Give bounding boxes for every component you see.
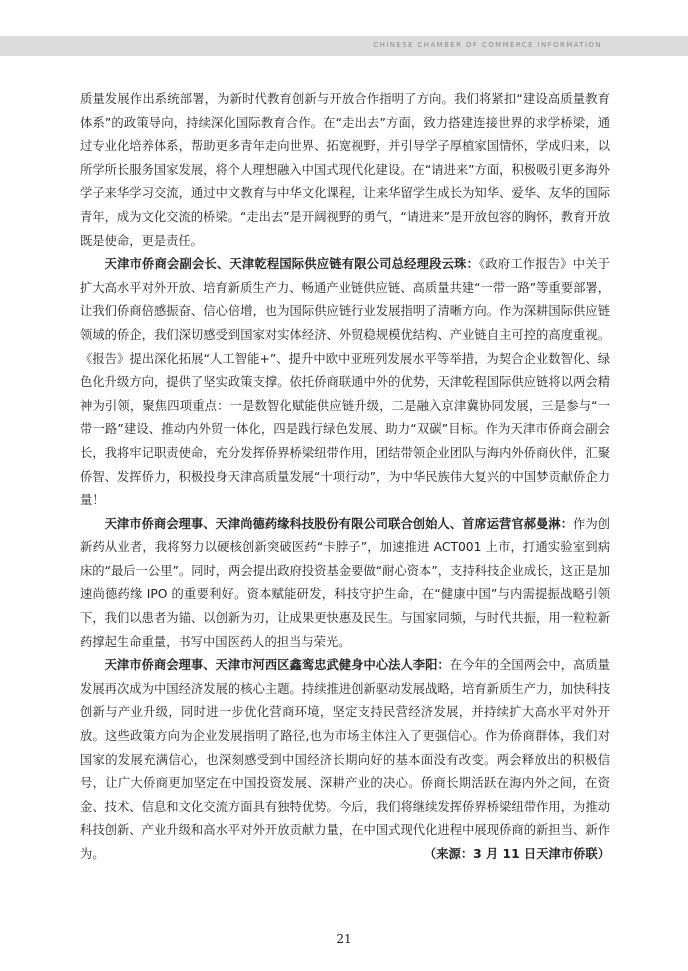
paragraph-intro <box>80 88 610 253</box>
paragraph-text: 作为创新药从业者，我将努力以硬核创新突破医药“卡脖子”，加速推进 ACT001 上市，打通实验室到病床的“最后一公里”。同时，两会提出政府投资基金要做“耐心资本”，支持科技企业成长，这正是加速尚德药缘 IPO 的重要利好。资本赋能研发，科技守护生命，在“健康中国”与内需提振战略引领下，我们以患者为锚、以创新为刃，让成果更快惠及民生。与国家同频，与时代共振，用一粒粒新药撑起生命重量，书写中国医药人的担当与荣光。 <box>80 516 610 649</box>
paragraph-li-yang <box>80 654 610 866</box>
speaker-label: 天津市侨商会理事、天津市河西区鑫鸾忠武健身中心法人李阳： <box>104 658 450 673</box>
speaker-label: 天津市侨商会副会长、天津乾程国际供应链有限公司总经理段云珠： <box>104 257 480 272</box>
paragraph-text: 《政府工作报告》中关于扩大高水平对外开放、培育新质生产力、畅通产业链供应链、高质量共建“一带一路”等重要部署，让我们侨商倍感振奋、信心倍增，也为国际供应链行业发展指明了清晰方向。作为深耕国际供应链领域的侨企，我们深切感受到国家对实体经济、外贸稳规模优结构、产业链自主可控的高度重视。《报告》提出深化拓展“人工智能+”、提升中欧中亚班列发展水平等举措，为契合企业数智化、绿色化升级方向，提供了坚实政策支撑。依托侨商联通中外的优势，天津乾程国际供应链将以两会精神为引领，聚焦四项重点：一是数智化赋能供应链升级，二是融入京津冀协同发展，三是参与“一带一路”建设、推动内外贸一体化，四是践行绿色发展、助力“双碳”目标。作为天津市侨商会副会长，我将牢记职责使命，充分发挥侨界桥梁纽带作用，团结带领企业团队与海内外侨商伙伴，汇聚侨智、发挥侨力，积极投身天津高质量发展“十项行动”，为中华民族伟大复兴的中国梦贡献侨企力量！ <box>80 257 610 508</box>
source-citation: （来源：3 月 11 日天津市侨联） <box>423 847 610 861</box>
paragraph-text: 在今年的全国两会中，高质量发展再次成为中国经济发展的核心主题。持续推进创新驱动发展战略，培育新质生产力，加快科技创新与产业升级，同时进一步优化营商环境，坚定支持民营经济发展，并持续扩大高水平对外开放。这些政策方向为企业发展指明了路径,也为市场主体注入了更强信心。作为侨商群体，我们对国家的发展充满信心，也深刻感受到中国经济长期向好的基本面没有改变。两会释放出的积极信号，让广大侨商更加坚定在中国投资发展、深耕产业的决心。侨商长期活跃在海内外之间，在资金、技术、信息和文化交流方面具有独特优势。今后，我们将继续发挥侨界桥梁纽带作用，为推动科技创新、产业升级和高水平对外开放贡献力量，在中国式现代化进程中展现侨商的新担当、新作为。 <box>80 658 610 861</box>
page-number: 21 <box>336 932 352 946</box>
paragraph-hao-manlin <box>80 513 610 655</box>
paragraph-text: 质量发展作出系统部署，为新时代教育创新与开放合作指明了方向。我们将紧扣“建设高质量教育体系”的政策导向，持续深化国际教育合作。在“走出去”方面，致力搭建连接世界的求学桥梁，通过专业化培养体系，帮助更多青年走向世界、拓宽视野，并引导学子厚植家国情怀，学成归来，以所学所长服务国家发展，将个人理想融入中国式现代化建设。在“请进来”方面，积极吸引更多海外学子来华学习交流，通过中文教育与中华文化课程，让来华留学生成长为知华、爱华、友华的国际青年，成为文化交流的桥梁。“走出去”是开阔视野的勇气，“请进来”是开放包容的胸怀，教育开放既是使命，更是责任。 <box>80 92 610 248</box>
speaker-label: 天津市侨商会理事、天津尚德药缘科技股份有限公司联合创始人、首席运营官郝曼淋： <box>104 516 574 531</box>
running-header: CHINESE CHAMBER OF COMMERCE INFORMATION <box>373 41 602 49</box>
article-body <box>80 88 610 867</box>
paragraph-duan-yunzhu <box>80 253 610 513</box>
